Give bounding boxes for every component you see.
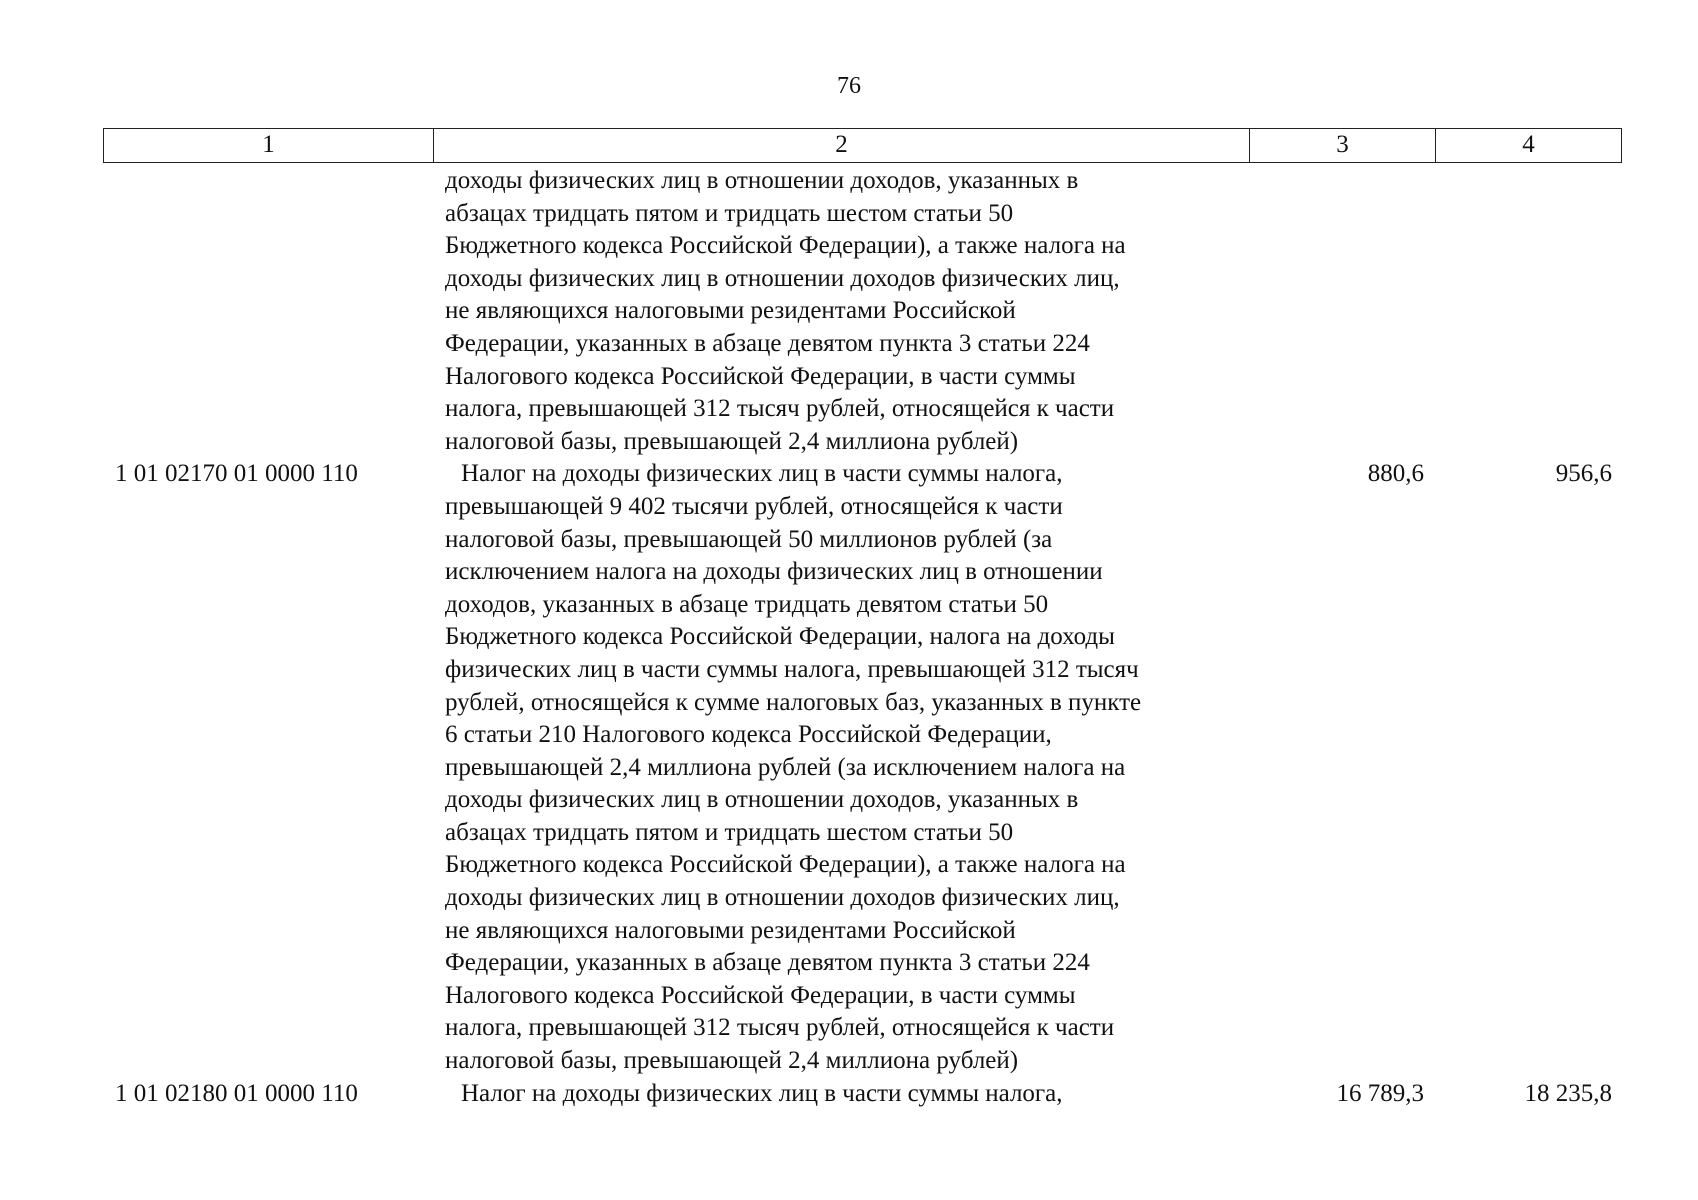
description-line: превышающей 2,4 миллиона рублей (за исключением налога на bbox=[445, 753, 1126, 781]
description-line: налоговой базы, превышающей 2,4 миллиона рублей) bbox=[445, 1047, 1019, 1075]
description-line: Налогового кодекса Российской Федерации, в части суммы bbox=[445, 981, 1076, 1009]
description-line: доходы физических лиц в отношении доходов, указанных в bbox=[445, 167, 1079, 194]
value-col-3-cell: 16 789,3 bbox=[1336, 1079, 1424, 1107]
table-body bbox=[103, 165, 1622, 1110]
description-line: Налогового кодекса Российской Федерации, в части суммы bbox=[445, 362, 1076, 390]
description-line: 6 статьи 210 Налогового кодекса Российской Федерации, bbox=[445, 721, 1052, 749]
header-col-3: 3 bbox=[1250, 129, 1436, 162]
description-line: налога, превышающей 312 тысяч рублей, относящейся к части bbox=[445, 1014, 1115, 1042]
header-col-4: 4 bbox=[1522, 131, 1535, 158]
description-line: доходы физических лиц в отношении доходов, указанных в bbox=[445, 786, 1079, 814]
table-row bbox=[103, 1078, 1622, 1111]
value-col-3-cell: 880,6 bbox=[1367, 460, 1424, 488]
description-line: доходов, указанных в абзаце тридцать девятом статьи 50 bbox=[445, 590, 1049, 618]
table-row bbox=[103, 458, 1622, 1077]
description-line: превышающей 9 402 тысячи рублей, относящейся к части bbox=[445, 492, 1063, 520]
description-cell bbox=[433, 458, 1249, 1077]
description-line: налоговой базы, превышающей 2,4 миллиона рублей) bbox=[445, 427, 1019, 455]
budget-code-cell: 1 01 02170 01 0000 110 bbox=[115, 460, 358, 488]
description-line: не являющихся налоговыми резидентами Российской bbox=[445, 297, 1016, 325]
header-col-2: 2 bbox=[434, 129, 1250, 162]
description-cell bbox=[433, 1078, 1249, 1111]
description-line: налога, превышающей 312 тысяч рублей, относящейся к части bbox=[445, 395, 1115, 423]
description-line: налоговой базы, превышающей 50 миллионов рублей (за bbox=[445, 525, 1053, 553]
description-line: Бюджетного кодекса Российской Федерации), а также налога на bbox=[445, 851, 1126, 879]
description-line: абзацах тридцать пятом и тридцать шестом статьи 50 bbox=[445, 818, 1014, 846]
description-line: Налог на доходы физических лиц в части суммы налога, bbox=[461, 1079, 1063, 1107]
description-line: доходы физических лиц в отношении доходов физических лиц, bbox=[445, 884, 1120, 912]
budget-code-cell: 1 01 02180 01 0000 110 bbox=[115, 1079, 358, 1107]
value-col-4-cell: 18 235,8 bbox=[1524, 1079, 1612, 1107]
table-row bbox=[103, 165, 1622, 458]
value-col-4-cell: 956,6 bbox=[1555, 460, 1612, 488]
description-line: Бюджетного кодекса Российской Федерации, налога на доходы bbox=[445, 623, 1115, 651]
page-number: 76 bbox=[837, 73, 861, 99]
description-line: Налог на доходы физических лиц в части суммы налога, bbox=[461, 460, 1063, 488]
table-header-row bbox=[103, 128, 1622, 163]
description-line: абзацах тридцать пятом и тридцать шестом статьи 50 bbox=[445, 199, 1014, 227]
description-line: доходы физических лиц в отношении доходов физических лиц, bbox=[445, 264, 1120, 292]
description-line: не являющихся налоговыми резидентами Российской bbox=[445, 916, 1016, 944]
description-line: физических лиц в части суммы налога, превышающей 312 тысяч bbox=[445, 655, 1139, 683]
description-line: Федерации, указанных в абзаце девятом пункта 3 статьи 224 bbox=[445, 329, 1090, 357]
header-col-1: 1 bbox=[104, 129, 434, 162]
description-line: Бюджетного кодекса Российской Федерации), а также налога на bbox=[445, 232, 1126, 260]
description-cell bbox=[433, 165, 1249, 458]
description-line: рублей, относящейся к сумме налоговых баз, указанных в пункте bbox=[445, 688, 1142, 716]
description-line: Федерации, указанных в абзаце девятом пункта 3 статьи 224 bbox=[445, 949, 1090, 977]
description-line: исключением налога на доходы физических лиц в отношении bbox=[445, 558, 1103, 586]
